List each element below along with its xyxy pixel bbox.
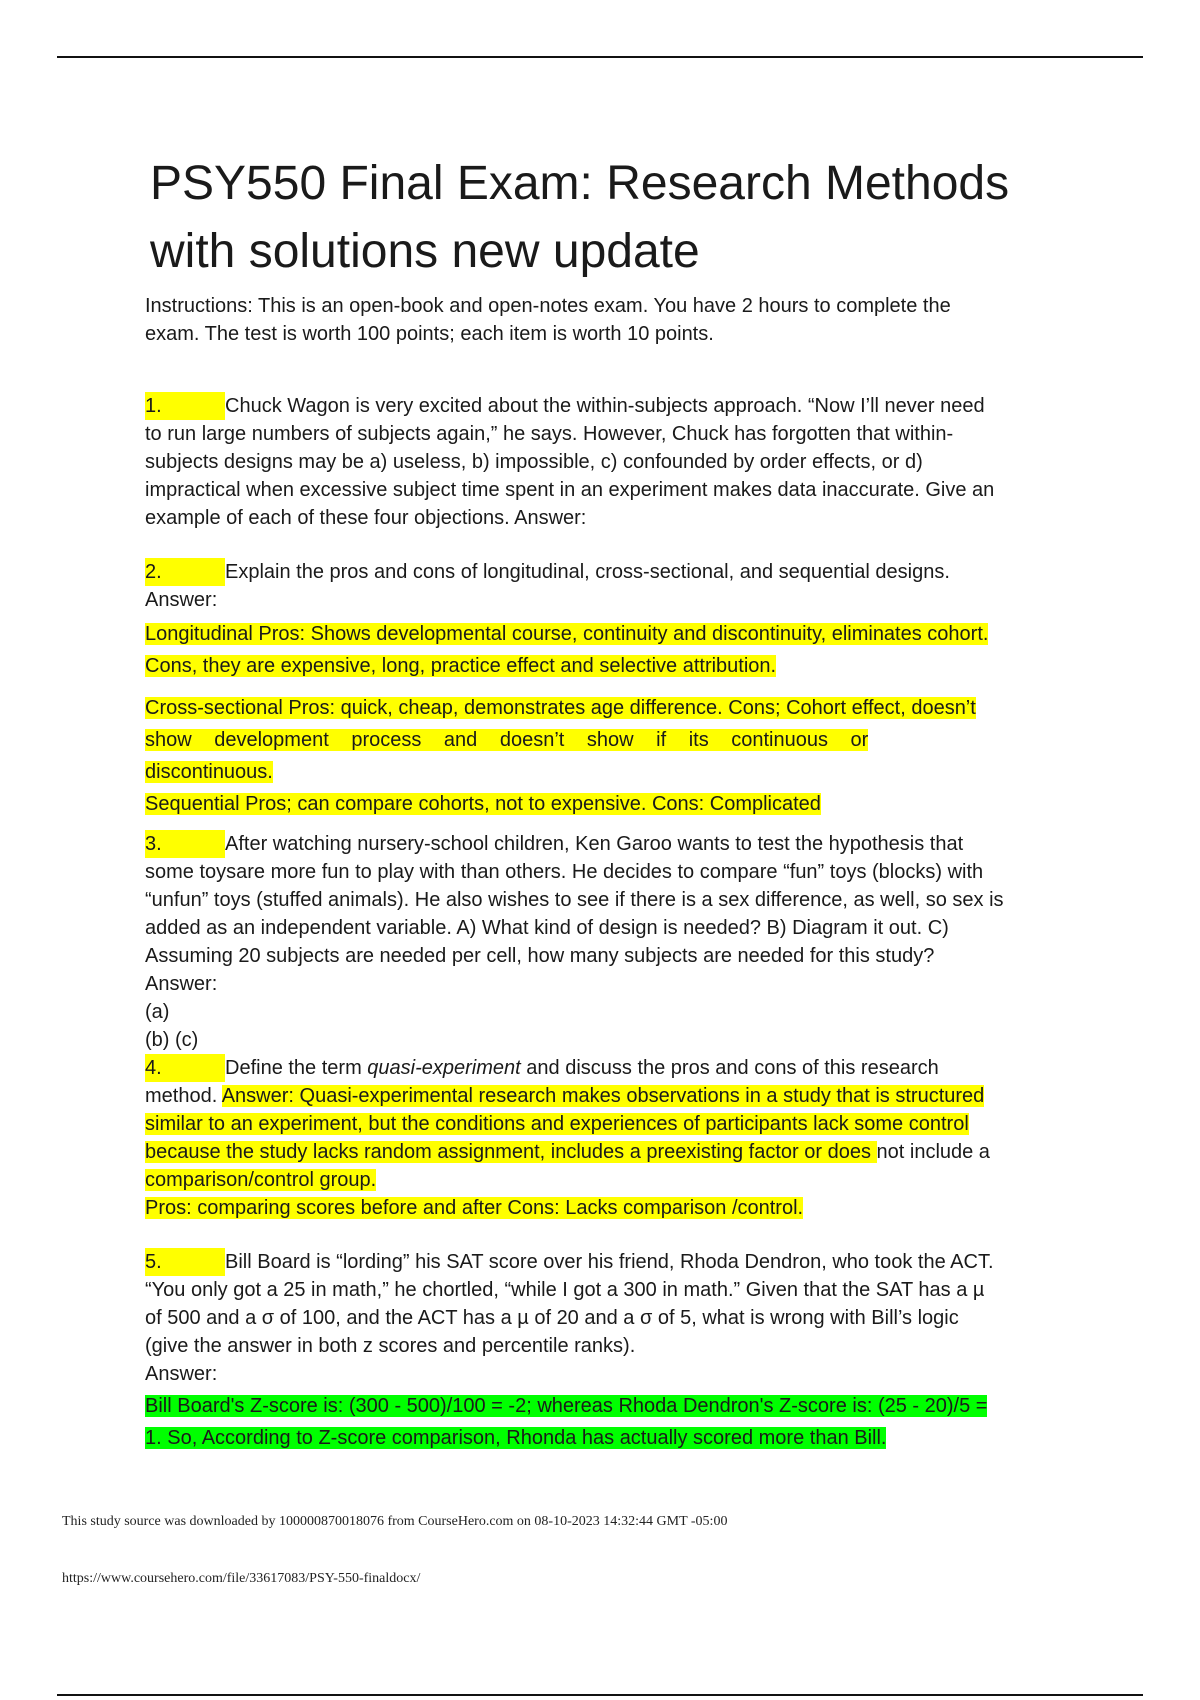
instructions: Instructions: This is an open-book and open-notes exam. You have 2 hours to complete the exam. The test is worth 100 points; each item is worth 10 points. <box>145 295 951 345</box>
title-line-1: PSY550 Final Exam: Research Methods <box>150 157 1010 210</box>
question-number: 5. <box>145 1248 225 1276</box>
question-3: 3. After watching nursery-school children, Ken Garoo wants to test the hypothesis that some toysare more fun to play with than others. He decides to compare “fun” toys (blocks) with “unfun” toys (stuffed animals). He also wishes to see if there is a sex difference, as well, so sex is added as an independent variable. A) What kind of design is needed? B) Diagram it out. C) Assuming 20 subjects are needed per cell, how many subjects are needed for this study? Answer: (a) (b) (c) <box>145 830 1090 1054</box>
question-number: 4. <box>145 1054 225 1082</box>
download-notice: This study source was downloaded by 100000870018076 from CourseHero.com on 08-10-2023 14:32:44 GMT -05:00 <box>62 1514 728 1529</box>
question-2-answer: Longitudinal Pros: Shows developmental course, continuity and discontinuity, eliminates cohort. Cons, they are expensive, long, practice effect and selective attribution. Cross-sectional Pros: quick, cheap, demonstrates age difference. Cons; Cohort effect, doesn’t show development process and doesn’t show if its continuous or discontinuous. Sequential Pros; can compare cohorts, not to expensive. Cons: Complicated <box>145 623 989 815</box>
answer-label: Answer: <box>145 1363 218 1385</box>
source-url[interactable]: https://www.coursehero.com/file/33617083/PSY-550-finaldocx/ <box>62 1571 421 1586</box>
document-title <box>150 150 1090 286</box>
question-5: 5. Bill Board is “lording” his SAT score over his friend, Rhoda Dendron, who took the ACT. “You only got a 25 in math,” he chortled, “while I got a 300 in math.” Given that the SAT has a µ of 500 and a σ of 100, and the ACT has a µ of 20 and a σ of 5, what is wrong with Bill’s logic (give the answer in both z scores and percentile ranks). Answer: <box>145 1248 1090 1388</box>
top-rule <box>57 56 1143 58</box>
question-1: 1. Chuck Wagon is very excited about the within-subjects approach. “Now I’ll never need to run large numbers of subjects again,” he says. However, Chuck has forgotten that within- subjects designs may be a) useless, b) impossible, c) confounded by order effects, or d) impractical when excessive subject time spent in an experiment makes data inaccurate. Give an example of each of these four objections. Answer: <box>145 392 1090 532</box>
title-line-2: with solutions new update <box>150 225 700 278</box>
answer-label: Answer: <box>145 589 218 611</box>
answer-label: Answer: <box>145 973 218 995</box>
question-number: 2. <box>145 558 225 586</box>
exam-document <box>145 150 1090 1454</box>
question-2: 2. Explain the pros and cons of longitudinal, cross-sectional, and sequential designs. Answer: <box>145 558 1090 614</box>
question-number: 3. <box>145 830 225 858</box>
bottom-rule <box>57 1694 1143 1696</box>
question-4: 4. Define the term quasi-experiment and discuss the pros and cons of this research method. Answer: Quasi-experimental research makes observations in a study that is structured similar to an experiment, but the conditions and experiences of participants lack some control because the study lacks random assignment, includes a preexisting factor or does not include a comparison/control group. Pros: comparing scores before and after Cons: Lacks comparison /control. <box>145 1054 1090 1222</box>
question-number: 1. <box>145 392 225 420</box>
question-5-answer: Bill Board's Z-score is: (300 - 500)/100 = -2; whereas Rhoda Dendron's Z-score is: (25 - 20)/5 = 1. So, According to Z-score comparison, Rhonda has actually scored more than Bill. <box>145 1395 988 1449</box>
